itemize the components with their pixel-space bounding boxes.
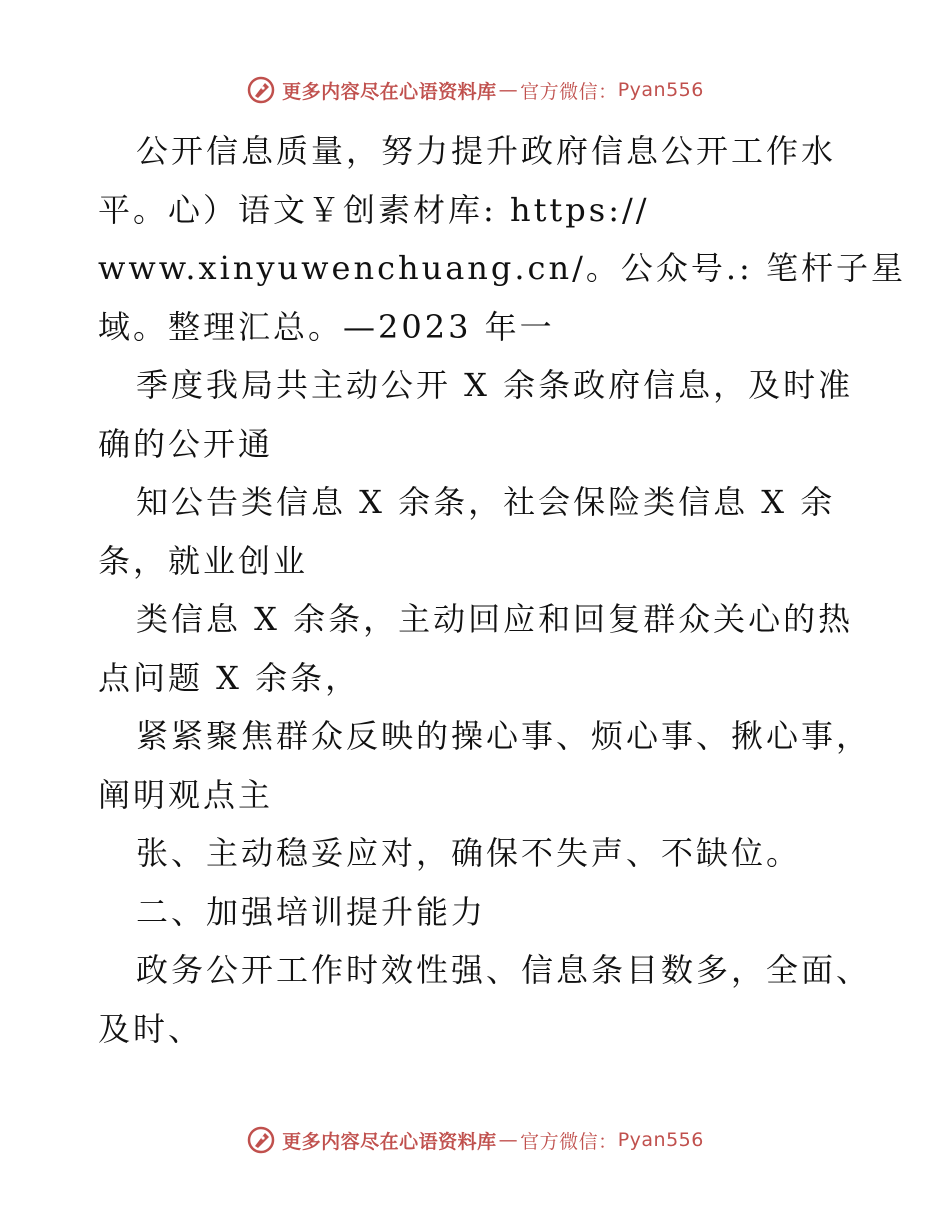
banner-main-text: 更多内容尽在心语资料库 [282, 80, 497, 103]
text-line: 季度我局共主动公开 X 余条政府信息，及时准 [136, 366, 854, 404]
banner-separator: — [498, 1129, 519, 1151]
text-line: 平。心）语文￥创素材库: https:// [98, 190, 650, 229]
document-body [98, 122, 906, 1058]
text-line: 紧紧聚焦群众反映的操心事、烦心事、揪心事， [136, 717, 872, 755]
banner-wechat-label: 官方微信： [520, 1130, 618, 1153]
text-line: 公开信息质量，努力提升政府信息公开工作水 [136, 132, 837, 170]
banner-main-text: 更多内容尽在心语资料库 [282, 1130, 497, 1153]
text-line: 点问题 X 余条， [98, 658, 361, 697]
text-line: 阐明观点主 [98, 775, 274, 814]
text-line: www.xinyuwenchuang.cn/。公众号.: 笔杆子星 [98, 249, 906, 287]
pen-nib-logo-icon [246, 75, 276, 105]
banner-wechat-id: Pyan556 [617, 79, 704, 101]
text-line: 知公告类信息 X 余条，社会保险类信息 X 余 [136, 483, 836, 521]
banner-separator: — [498, 79, 519, 101]
text-line: 政务公开工作时效性强、信息条目数多，全面、 [136, 951, 872, 989]
pen-nib-logo-icon [246, 1125, 276, 1155]
banner-wechat-id: Pyan556 [617, 1129, 704, 1151]
text-line: 张、主动稳妥应对，确保不失声、不缺位。 [136, 834, 802, 872]
text-line: 条，就业创业 [98, 541, 309, 580]
text-line: 及时、 [98, 1009, 204, 1048]
section-heading: 二、加强培训提升能力 [136, 892, 487, 931]
text-line: 确的公开通 [98, 424, 274, 463]
footer-watermark-banner [0, 1120, 950, 1160]
text-line: 类信息 X 余条，主动回应和回复群众关心的热 [136, 600, 854, 638]
header-watermark-banner [0, 70, 950, 110]
text-line: 域。整理汇总。—2023 年一 [98, 307, 555, 346]
banner-wechat-label: 官方微信： [520, 80, 618, 103]
